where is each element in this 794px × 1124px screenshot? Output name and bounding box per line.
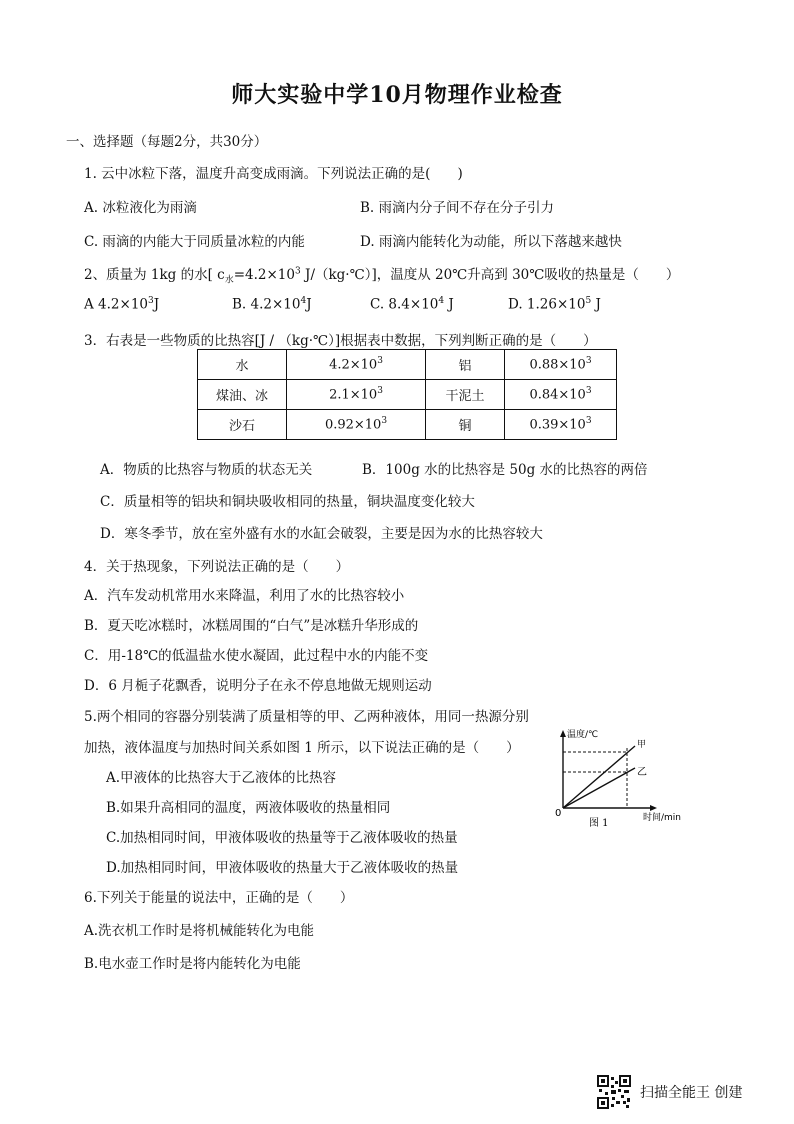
q6-option-b: B.电水壶工作时是将内能转化为电能 bbox=[84, 956, 301, 972]
footer-watermark-text: 扫描全能王 创建 bbox=[640, 1085, 743, 1101]
page-title: 师大实验中学10月物理作业检查 bbox=[231, 82, 563, 108]
table-row bbox=[198, 350, 617, 380]
table-cell: 沙石 bbox=[198, 410, 287, 440]
table-cell: $4.2\times 10^3$ bbox=[287, 350, 426, 380]
q5-option-a: A.甲液体的比热容大于乙液体的比热容 bbox=[106, 770, 337, 786]
figure-caption: 图 1 bbox=[589, 818, 609, 828]
q5-option-d: D.加热相同时间，甲液体吸收的热量大于乙液体吸收的热量 bbox=[106, 860, 459, 876]
q2-option-c: C. $8.4\times 10^4$ J bbox=[370, 296, 454, 313]
table-cell: $0.88\times 10^3$ bbox=[505, 350, 617, 380]
series-yi-line bbox=[563, 768, 635, 808]
q1-option-c: C. 雨滴的内能大于同质量冰粒的内能 bbox=[84, 234, 305, 250]
q5-option-c: C.加热相同时间，甲液体吸收的热量等于乙液体吸收的热量 bbox=[106, 830, 458, 846]
series-yi-label: 乙 bbox=[637, 767, 647, 778]
x-axis-arrow bbox=[650, 805, 657, 811]
q2-option-d: D. $1.26\times 10^5$ J bbox=[508, 296, 601, 313]
q2-stem: 2、质量为 1kg 的水[ $c_水=4.2\times 10^3$ J/（kg·℃）]，温度从 20℃升高到 30℃吸收的热量是（ ） bbox=[84, 266, 680, 286]
q5-stem-line2: 加热，液体温度与加热时间关系如图 1 所示，以下说法正确的是（ ） bbox=[84, 740, 520, 756]
q2-option-a: A $4.2\times 10^3J$ bbox=[84, 296, 160, 313]
q1-option-d: D. 雨滴内能转化为动能，所以下落越来越快 bbox=[360, 234, 622, 250]
table-row bbox=[198, 410, 617, 440]
q3-option-b: B．100g 水的比热容是 50g 水的比热容的两倍 bbox=[362, 462, 648, 478]
table-cell: $2.1\times 10^3$ bbox=[287, 380, 426, 410]
table-cell: 水 bbox=[198, 350, 287, 380]
q4-option-a: A．汽车发动机常用水来降温，利用了水的比热容较小 bbox=[84, 588, 405, 604]
section-heading: 一、选择题（每题2分，共30分） bbox=[66, 134, 268, 150]
q4-option-b: B．夏天吃冰糕时，冰糕周围的“白气”是冰糕升华形成的 bbox=[84, 618, 419, 634]
specific-heat-table bbox=[197, 349, 617, 440]
q2-option-b: B. $4.2\times 10^4J$ bbox=[232, 296, 312, 313]
table-cell: 铜 bbox=[426, 410, 505, 440]
figure-1-temperature-time-graph bbox=[555, 728, 685, 828]
q5-option-b: B.如果升高相同的温度，两液体吸收的热量相同 bbox=[106, 800, 391, 816]
table-cell: 煤油、冰 bbox=[198, 380, 287, 410]
table-row bbox=[198, 380, 617, 410]
q4-option-d: D．6 月栀子花飘香，说明分子在永不停息地做无规则运动 bbox=[84, 678, 432, 694]
q1-stem: 1. 云中冰粒下落，温度升高变成雨滴。下列说法正确的是( ) bbox=[84, 166, 463, 182]
table-cell: 干泥土 bbox=[426, 380, 505, 410]
table-cell: $0.92\times 10^3$ bbox=[287, 410, 426, 440]
q3-option-c: C．质量相等的铝块和铜块吸收相同的热量，铜块温度变化较大 bbox=[100, 494, 475, 510]
q3-stem: 3．右表是一些物质的比热容[J / （kg·℃）]根据表中数据，下列判断正确的是（ ） bbox=[84, 333, 597, 349]
table-cell: 铝 bbox=[426, 350, 505, 380]
q4-option-c: C．用-18℃的低温盐水使水凝固，此过程中水的内能不变 bbox=[84, 648, 429, 664]
y-axis-label: 温度/℃ bbox=[567, 730, 599, 740]
q5-stem-line1: 5.两个相同的容器分别装满了质量相等的甲、乙两种液体，用同一热源分别 bbox=[84, 709, 529, 725]
series-jia-line bbox=[563, 746, 635, 808]
q3-option-a: A．物质的比热容与物质的状态无关 bbox=[100, 462, 313, 478]
y-axis-arrow bbox=[560, 730, 566, 737]
q6-stem: 6.下列关于能量的说法中，正确的是（ ） bbox=[84, 890, 354, 906]
series-jia-label: 甲 bbox=[637, 740, 647, 750]
q4-stem: 4．关于热现象，下列说法正确的是（ ） bbox=[84, 559, 350, 575]
q3-option-d: D．寒冬季节，放在室外盛有水的水缸会破裂，主要是因为水的比热容较大 bbox=[100, 526, 543, 542]
q6-option-a: A.洗衣机工作时是将机械能转化为电能 bbox=[84, 923, 315, 939]
q1-option-a: A. 冰粒液化为雨滴 bbox=[84, 200, 197, 216]
q1-option-b: B. 雨滴内分子间不存在分子引力 bbox=[360, 200, 555, 216]
table-cell: $0.39\times 10^3$ bbox=[505, 410, 617, 440]
x-axis-label: 时间/min bbox=[643, 813, 682, 823]
origin-label: 0 bbox=[555, 808, 562, 819]
table-cell: $0.84\times 10^3$ bbox=[505, 380, 617, 410]
qr-code-icon bbox=[597, 1075, 631, 1109]
